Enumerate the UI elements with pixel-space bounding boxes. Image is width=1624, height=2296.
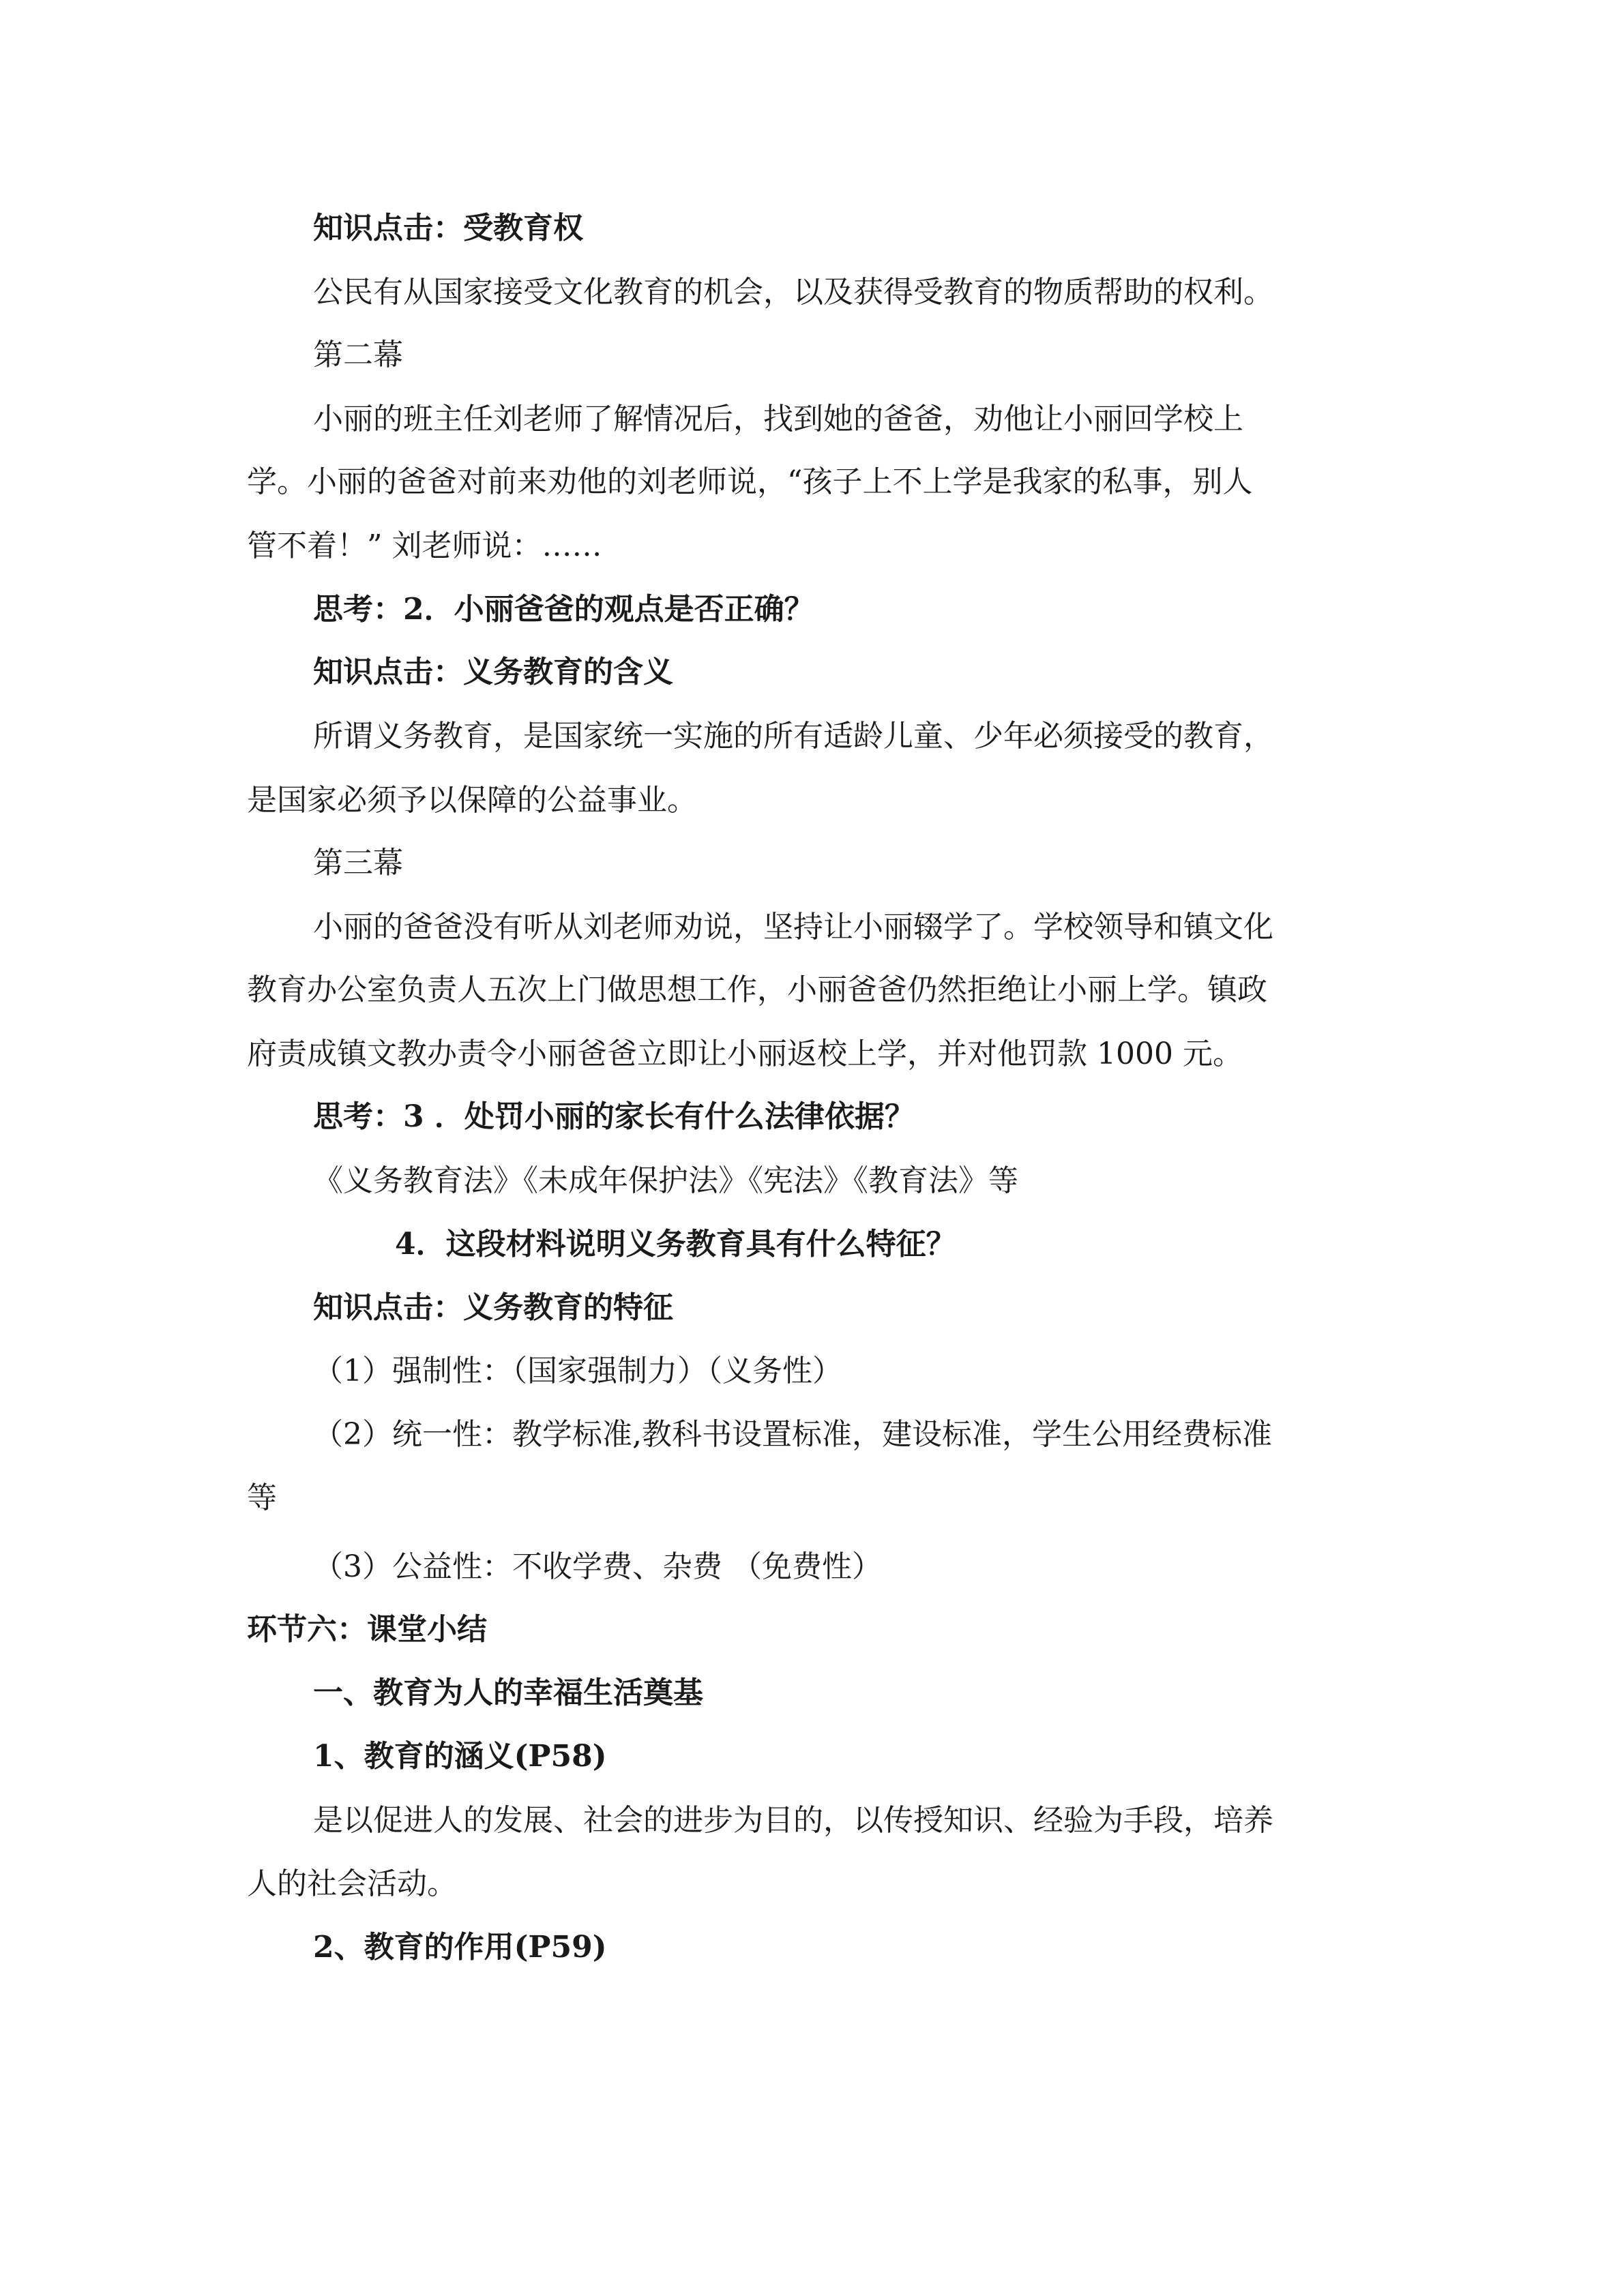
question-heading: 思考：3 ．处罚小丽的家长有什么法律依据？ bbox=[313, 1099, 915, 1134]
scene-heading: 第二幕 bbox=[313, 338, 403, 372]
paragraph-line: 学。小丽的爸爸对前来劝他的刘老师说，“孩子上不上学是我家的私事，别人 bbox=[247, 464, 1253, 499]
subsection-heading: 一、教育为人的幸福生活奠基 bbox=[313, 1675, 703, 1710]
paragraph-line: 《义务教育法》《未成年保护法》《宪法》《教育法》等 bbox=[313, 1163, 1018, 1198]
list-item: （2）统一性：教学标准,教科书设置标准，建设标准，学生公用经费标准 bbox=[313, 1417, 1272, 1452]
paragraph-line: 管不着！” 刘老师说：…… bbox=[247, 528, 602, 563]
paragraph-line: 小丽的班主任刘老师了解情况后，找到她的爸爸，劝他让小丽回学校上 bbox=[313, 402, 1243, 436]
paragraph-line: 是国家必须予以保障的公益事业。 bbox=[247, 783, 697, 818]
list-item: （1）强制性：（国家强制力）（义务性） bbox=[313, 1354, 842, 1388]
knowledge-point-heading: 知识点击：义务教育的特征 bbox=[313, 1290, 673, 1325]
question-heading: 4．这段材料说明义务教育具有什么特征？ bbox=[395, 1227, 956, 1262]
paragraph-line: 小丽的爸爸没有听从刘老师劝说，坚持让小丽辍学了。学校领导和镇文化 bbox=[313, 910, 1273, 944]
question-heading: 思考：2．小丽爸爸的观点是否正确？ bbox=[313, 592, 814, 627]
paragraph-line: 所谓义务教育，是国家统一实施的所有适龄儿童、少年必须接受的教育， bbox=[313, 719, 1273, 754]
paragraph-line: 府责成镇文教办责令小丽爸爸立即让小丽返校上学，并对他罚款 1000 元。 bbox=[247, 1037, 1243, 1071]
paragraph-line: 教育办公室负责人五次上门做思想工作，小丽爸爸仍然拒绝让小丽上学。镇政 bbox=[247, 972, 1267, 1007]
knowledge-point-heading: 知识点击：义务教育的含义 bbox=[313, 655, 673, 689]
numbered-heading: 1、教育的涵义(P58) bbox=[313, 1739, 607, 1774]
scene-heading: 第三幕 bbox=[313, 846, 403, 880]
paragraph-line: 是以促进人的发展、社会的进步为目的，以传授知识、经验为手段，培养 bbox=[313, 1803, 1273, 1838]
numbered-heading: 2、教育的作用(P59) bbox=[313, 1930, 607, 1965]
paragraph-line: 人的社会活动。 bbox=[247, 1866, 457, 1901]
section-heading: 环节六：课堂小结 bbox=[247, 1612, 487, 1647]
list-item-continuation: 等 bbox=[247, 1480, 277, 1515]
list-item: （3）公益性：不收学费、杂费 （免费性） bbox=[313, 1549, 882, 1584]
paragraph-line: 公民有从国家接受文化教育的机会，以及获得受教育的物质帮助的权利。 bbox=[313, 275, 1273, 310]
knowledge-point-heading: 知识点击：受教育权 bbox=[313, 211, 583, 245]
